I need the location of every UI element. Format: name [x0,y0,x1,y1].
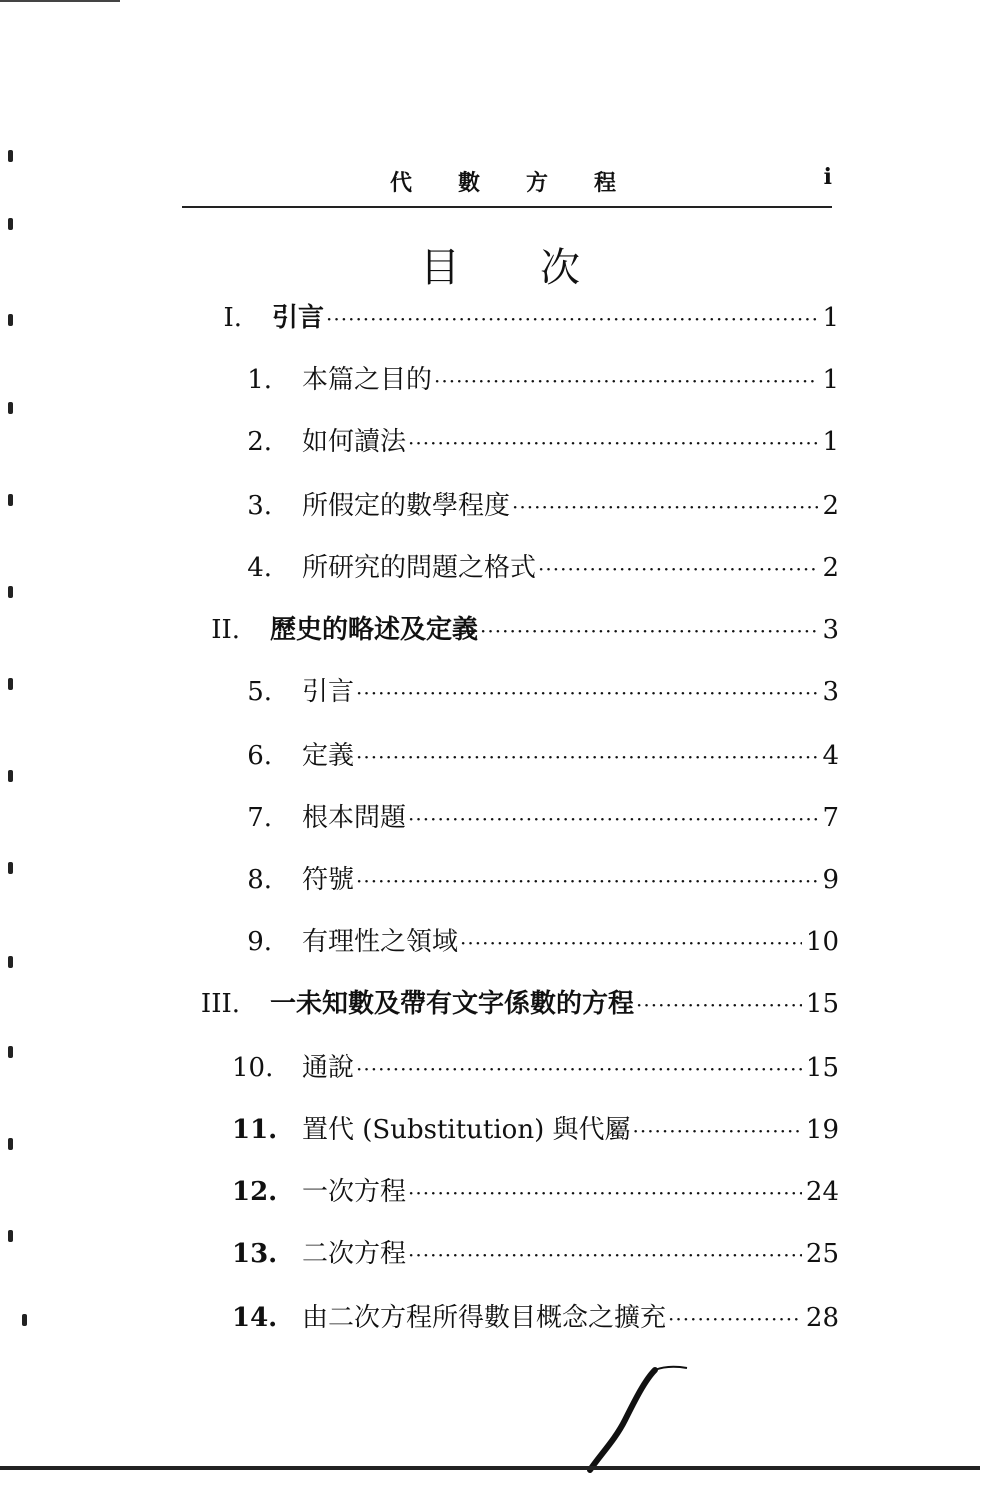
binding-mark [8,1230,13,1242]
entry-page: 7 [822,803,839,833]
dot-leader [434,361,818,401]
dot-leader [632,1111,801,1151]
binding-mark [8,586,13,598]
entry-number: 12. [232,1177,278,1207]
entry-page: 15 [805,989,839,1019]
entry-page: 4 [822,741,839,771]
entry-page: 3 [822,615,839,645]
entry-number: 9. [247,927,272,957]
entry-title: 本篇之目的 [302,365,433,395]
entry-title: 根本問題 [302,803,407,833]
entry-number: 3. [247,491,272,521]
toc-section [232,1234,839,1274]
dot-leader [356,673,818,713]
dot-leader [460,923,802,963]
entry-page: 25 [805,1239,839,1269]
ink-scribble [575,1360,695,1480]
dot-leader [408,1173,802,1213]
dot-leader [538,549,818,589]
toc-section [232,1298,839,1338]
toc-section [232,1110,839,1150]
binding-mark [8,1138,13,1150]
entry-title: 有理性之領域 [302,927,459,957]
entry-number: 11. [232,1115,278,1145]
entry-number: 14. [232,1303,278,1333]
binding-mark [8,314,13,326]
binding-mark [8,862,13,874]
entry-title: 如何讀法 [302,427,407,457]
toc-section [246,798,839,838]
entry-page: 28 [805,1303,839,1333]
entry-page: 3 [822,677,839,707]
entry-page: 19 [805,1115,839,1145]
entry-number: 6. [247,741,272,771]
toc-section [246,922,839,962]
entry-page: 2 [822,491,839,521]
toc-section [232,1172,839,1212]
toc-section [246,736,839,776]
entry-number: 4. [247,553,272,583]
toc-chapter [214,298,839,338]
entry-number: 1. [247,365,272,395]
toc-chapter [188,984,839,1024]
dot-leader [408,1235,802,1275]
dot-leader [356,1049,802,1089]
entry-title: 所研究的問題之格式 [302,553,537,583]
entry-page: 1 [822,303,839,333]
dot-leader [636,985,802,1025]
dot-leader [408,423,818,463]
entry-title: 通說 [302,1053,355,1083]
entry-number: 2. [247,427,272,457]
toc-section [246,360,839,400]
entry-title: 置代 (Substitution) 與代屬 [302,1115,631,1145]
binding-mark [8,402,13,414]
entry-page: 2 [822,553,839,583]
dot-leader [480,611,818,651]
dot-leader [668,1299,802,1339]
dot-leader [356,737,818,777]
entry-number: II. [211,615,240,645]
binding-mark [8,218,13,230]
binding-mark [8,494,13,506]
entry-page: 1 [822,427,839,457]
dot-leader [512,487,818,527]
entry-page: 9 [822,865,839,895]
binding-mark [8,956,13,968]
binding-mark [8,150,13,162]
entry-title: 引言 [302,677,355,707]
toc-section [246,422,839,462]
toc-section [246,672,839,712]
entry-title: 符號 [302,865,355,895]
entry-number: 7. [247,803,272,833]
toc-section [246,486,839,526]
entry-number: III. [200,989,240,1019]
dot-leader [326,299,818,339]
running-title: 代數方程 [390,170,663,196]
toc-heading: 目次 [420,245,660,291]
binding-mark [8,1046,13,1058]
entry-page: 24 [805,1177,839,1207]
entry-number: I. [223,303,242,333]
toc-section [246,860,839,900]
toc-section [246,548,839,588]
toc-section [232,1048,839,1088]
page-edge-bottom [0,1466,980,1470]
binding-mark [22,1314,27,1326]
toc-chapter [200,610,839,650]
entry-page: 15 [805,1053,839,1083]
entry-title: 一未知數及帶有文字係數的方程 [270,989,635,1019]
entry-title: 歷史的略述及定義 [270,615,479,645]
entry-page: 1 [822,365,839,395]
entry-number: 13. [232,1239,278,1269]
running-page-number: i [823,164,832,190]
binding-mark [8,678,13,690]
entry-number: 8. [247,865,272,895]
dot-leader [356,861,818,901]
entry-title: 由二次方程所得數目概念之擴充 [302,1303,667,1333]
entry-title: 引言 [272,303,325,333]
entry-number: 10. [232,1053,274,1083]
entry-number: 5. [247,677,272,707]
entry-title: 二次方程 [302,1239,407,1269]
entry-title: 定義 [302,741,355,771]
binding-mark [8,770,13,782]
dot-leader [408,799,818,839]
entry-title: 所假定的數學程度 [302,491,511,521]
entry-page: 10 [805,927,839,957]
entry-title: 一次方程 [302,1177,407,1207]
